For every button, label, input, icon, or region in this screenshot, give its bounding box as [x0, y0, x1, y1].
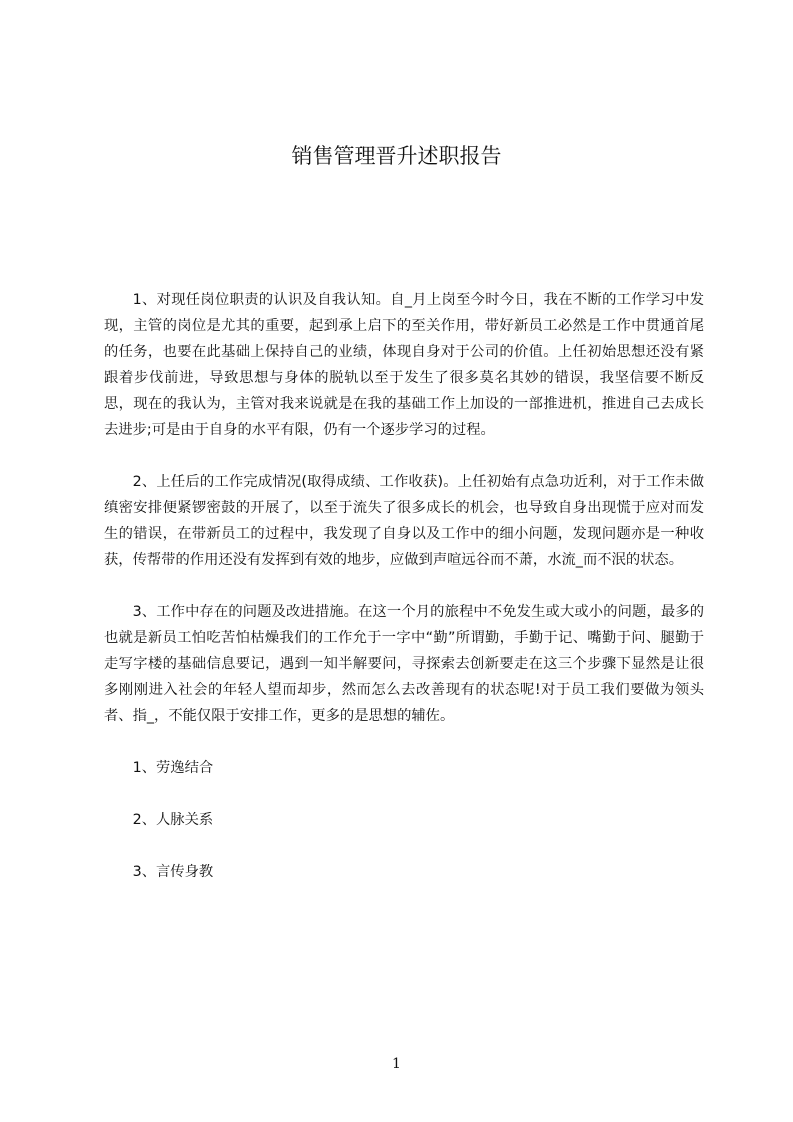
- page-number: 1: [392, 1056, 401, 1072]
- list-item-1: 1、劳逸结合: [132, 760, 214, 776]
- paragraph-3: 3、工作中存在的问题及改进措施。在这一个月的旅程中不免发生或大或小的问题，最多的也就是新员工怕吃苦怕枯燥我们的工作允于一字中“勤”所谓勤，手勤于记、嘴勤于问、腿勤于走写字楼的基础信息要记，遇到一知半解要问，寻探索去创新要走在这三个步骤下显然是让很多刚刚进入社会的年轻人望而却步，然而怎么去改善现有的状态呢!对于员工我们要做为领头者、指_，不能仅限于安排工作，更多的是思想的辅佐。: [104, 604, 704, 724]
- paragraph-1: 1、对现任岗位职责的认识及自我认知。自_月上岗至今时今日，我在不断的工作学习中发现，主管的岗位是尤其的重要，起到承上启下的至关作用，带好新员工必然是工作中贯通首尾的任务，也要在此基础上保持自己的业绩，体现自身对于公司的价值。上任初始思想还没有紧跟着步伐前进，导致思想与身体的脱轨以至于发生了很多莫名其妙的错误，我坚信要不断反思，现在的我认为，主管对我来说就是在我的基础工作上加设的一部推进机，推进自己去成长去进步;可是由于自身的水平有限，仍有一个逐步学习的过程。: [104, 292, 704, 438]
- list-item-3: 3、言传身教: [132, 864, 214, 880]
- list-item-2: 2、人脉关系: [132, 812, 214, 828]
- paragraph-2: 2、上任后的工作完成情况(取得成绩、工作收获)。上任初始有点急功近利，对于工作未做缜密安排便紧锣密鼓的开展了，以至于流失了很多成长的机会，也导致自身出现慌于应对而发生的错误，在带新员工的过程中，我发现了自身以及工作中的细小问题，发现问题亦是一种收获，传帮带的作用还没有发挥到有效的地步，应做到声喧远谷而不萧，水流_而不泯的状态。: [104, 474, 704, 568]
- page-title: 销售管理晋升述职报告: [291, 144, 502, 168]
- document-body: [104, 287, 704, 885]
